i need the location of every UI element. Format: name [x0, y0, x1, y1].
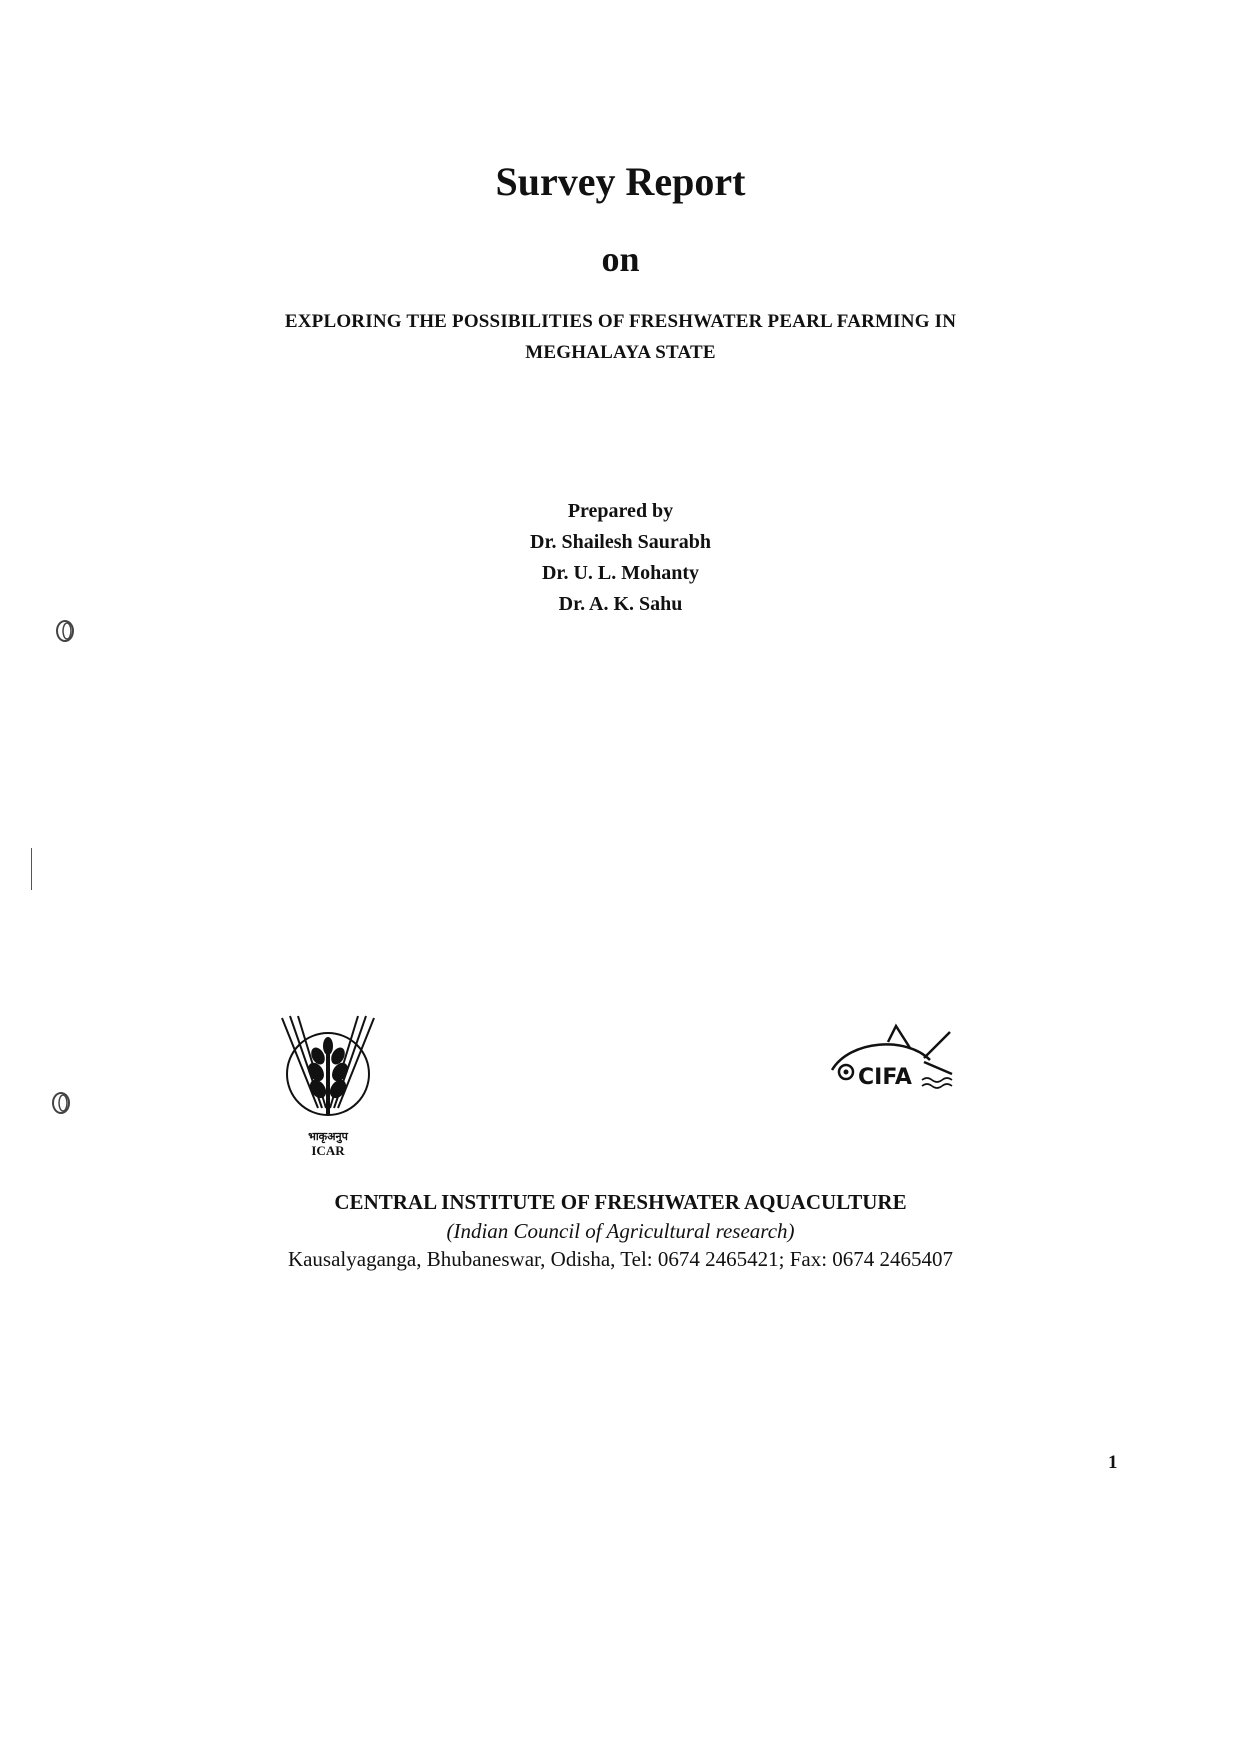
icar-emblem-icon	[278, 1012, 378, 1162]
page-number: 1	[1108, 1452, 1118, 1473]
document-subtitle	[0, 306, 1241, 368]
author-3: Dr. A. K. Sahu	[558, 593, 683, 615]
title-connector: on	[601, 239, 640, 279]
document-title: Survey Report	[495, 159, 746, 204]
icar-logo	[278, 1012, 378, 1162]
institute-parent: (Indian Council of Agricultural research)	[446, 1219, 795, 1243]
scan-edge-mark	[31, 848, 32, 890]
cifa-logo	[826, 1022, 966, 1094]
subtitle-line-2: MEGHALAYA STATE	[525, 342, 716, 363]
prepared-by-block	[0, 496, 1241, 620]
author-1: Dr. Shailesh Saurabh	[530, 531, 711, 553]
punch-hole-mark-2	[50, 1090, 72, 1121]
institute-name: CENTRAL INSTITUTE OF FRESHWATER AQUACULTURE	[334, 1190, 907, 1214]
subtitle-line-1: EXPLORING THE POSSIBILITIES OF FRESHWATER PEARL FARMING IN	[284, 311, 957, 332]
icar-label: ICAR	[311, 1143, 345, 1158]
icar-hindi-label: भाकृअनुप	[308, 1130, 348, 1143]
cifa-fish-icon	[826, 1022, 966, 1094]
prepared-by-label: Prepared by	[567, 500, 674, 522]
cifa-label: CIFA	[858, 1065, 912, 1090]
punch-hole-mark-1	[54, 618, 76, 649]
author-2: Dr. U. L. Mohanty	[541, 562, 700, 584]
institute-address: Kausalyaganga, Bhubaneswar, Odisha, Tel: 0674 2465421; Fax: 0674 2465407	[287, 1247, 954, 1271]
